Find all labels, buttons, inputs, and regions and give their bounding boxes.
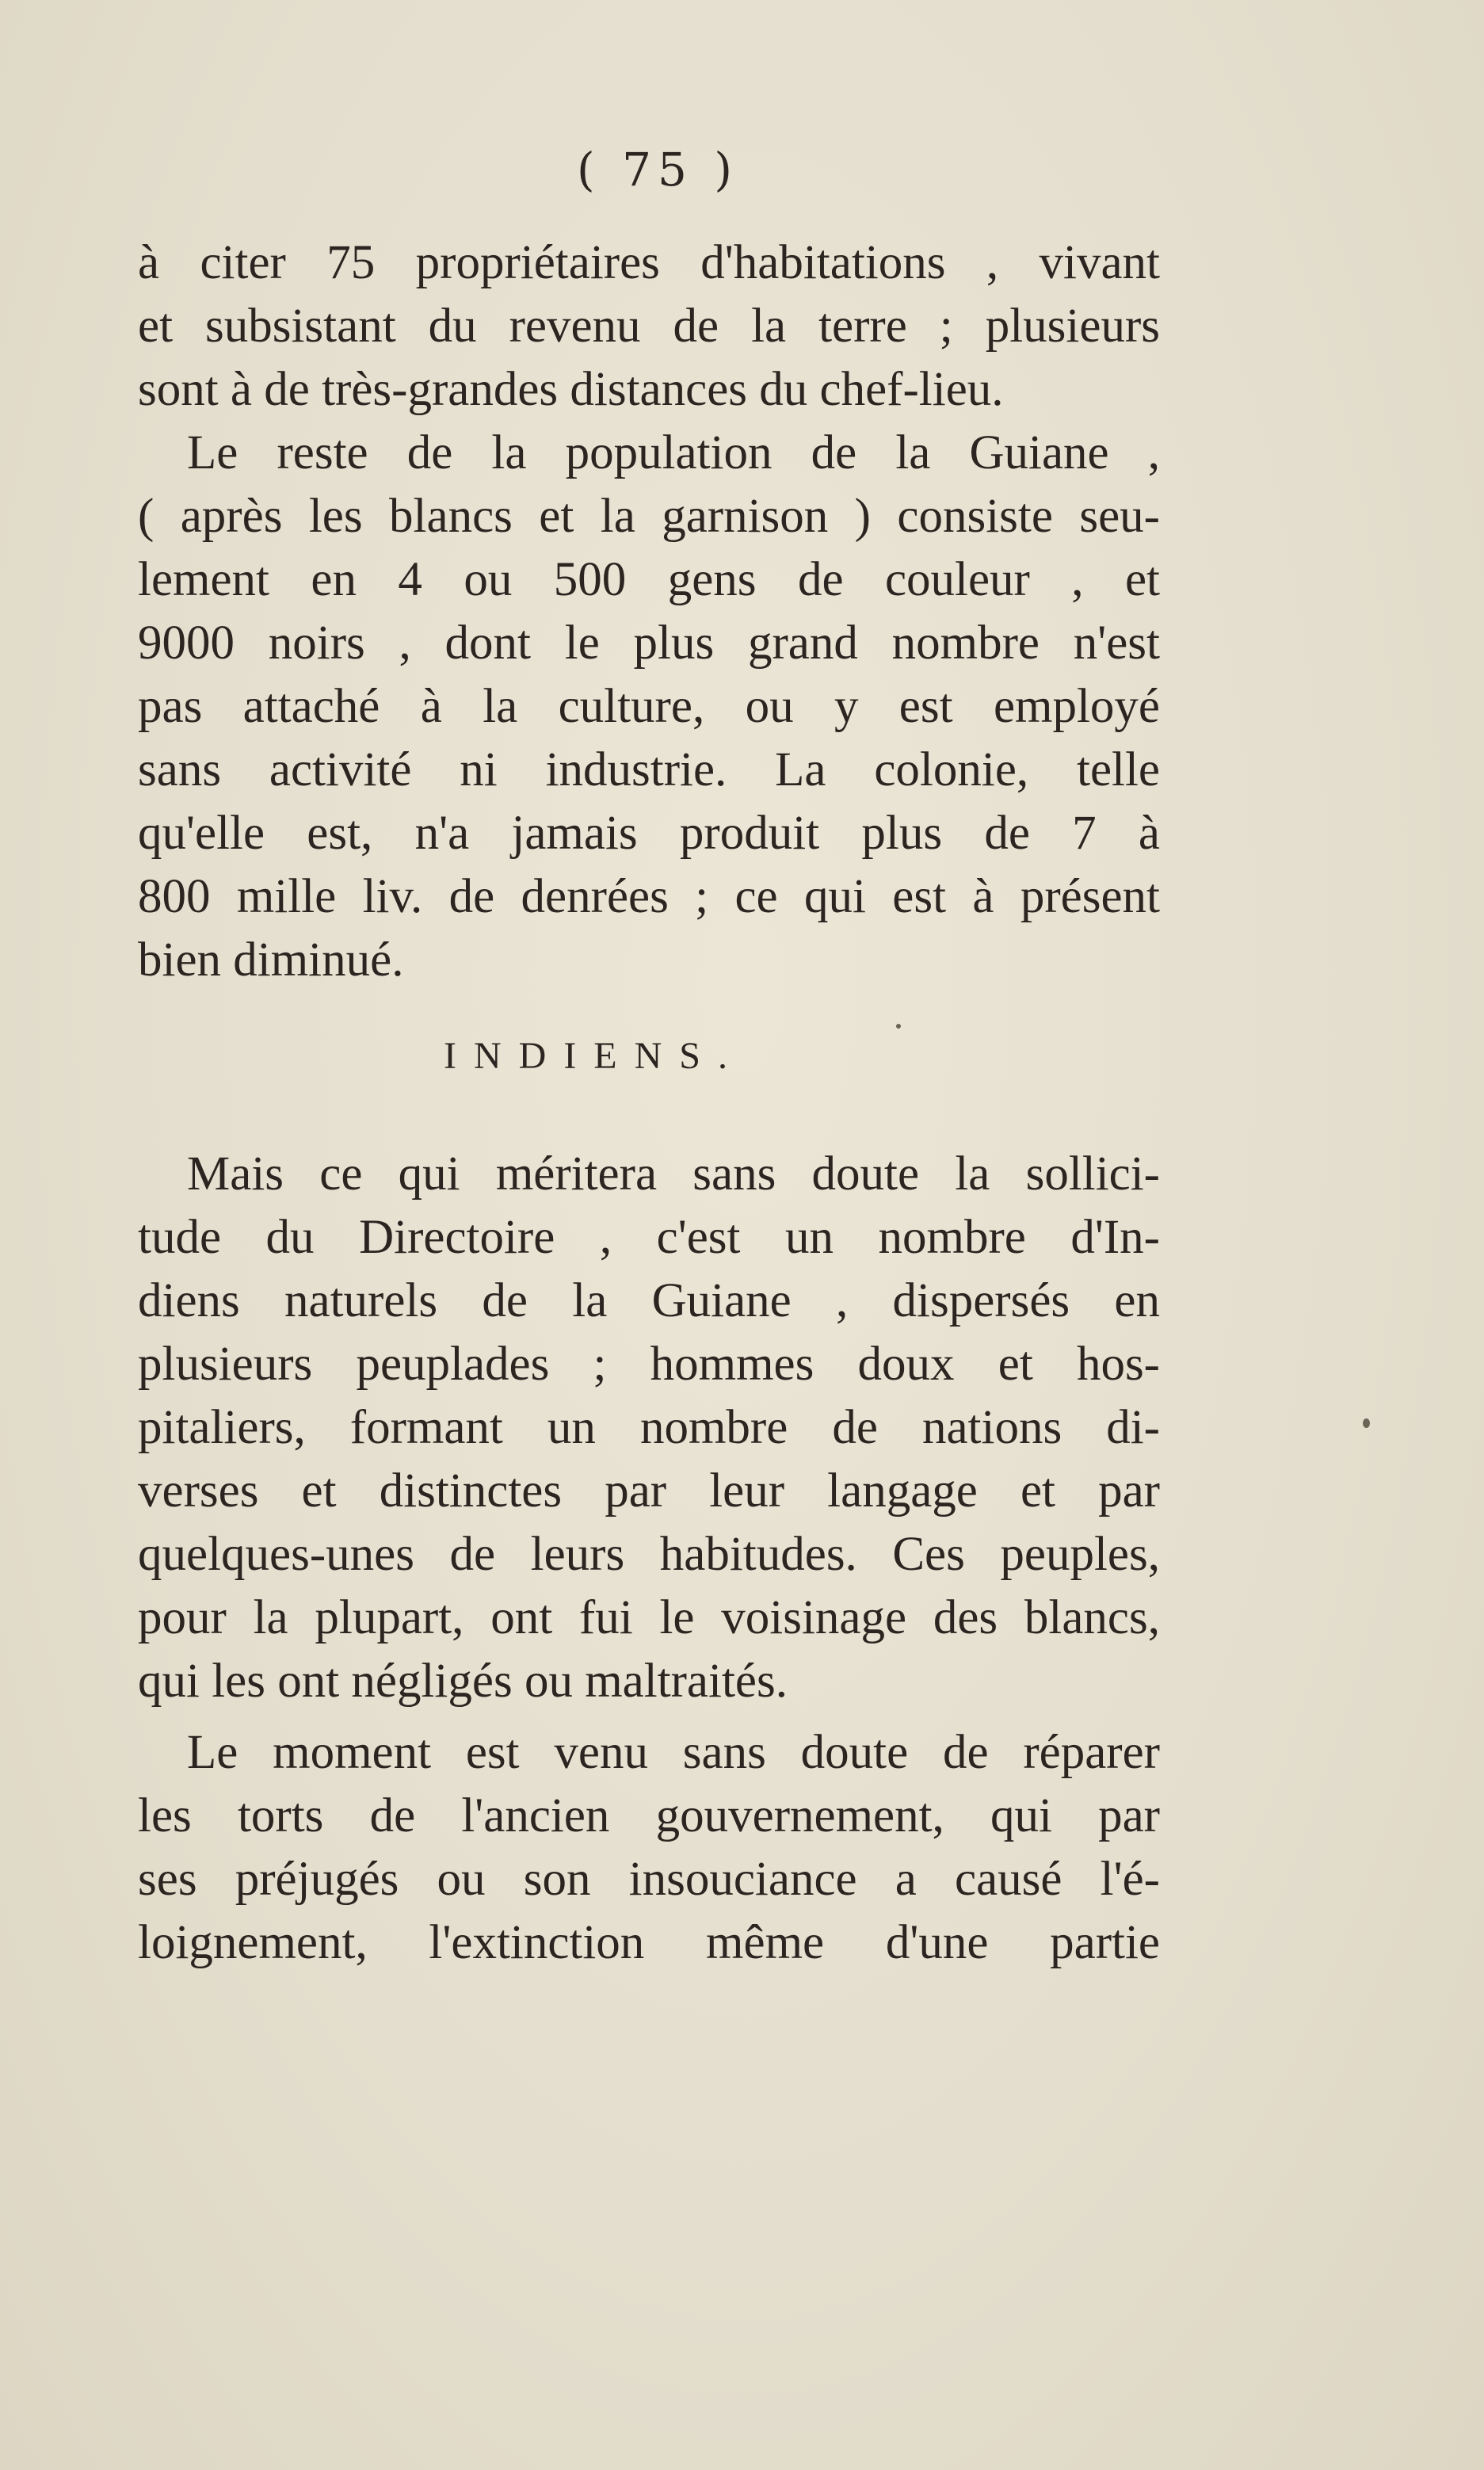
- text-line: verses et distinctes par leur langage et par: [138, 1464, 1160, 1518]
- text-line: plusieurs peuplades ; hommes doux et hos-: [138, 1338, 1160, 1391]
- text-line: pitaliers, formant un nombre de nations di-: [138, 1401, 1160, 1454]
- text-line: ( après les blancs et la garnison ) consiste seu-: [138, 490, 1160, 543]
- text-line: Le moment est venu sans doute de réparer: [187, 1726, 1160, 1779]
- text-line: et subsistant du revenu de la terre ; plusieurs: [138, 300, 1160, 353]
- text-line: bien diminué.: [138, 933, 404, 987]
- text-line: Le reste de la population de la Guiane ,: [187, 426, 1160, 479]
- paragraph-1: [138, 231, 1160, 422]
- text-line: pour la plupart, ont fui le voisinage des blancs,: [138, 1591, 1160, 1644]
- text-line: à citer 75 propriétaires d'habitations , vivant: [138, 236, 1160, 289]
- paper-speck: [1363, 1418, 1370, 1428]
- text-line: loignement, l'extinction même d'une partie: [138, 1916, 1160, 1969]
- text-line: sans activité ni industrie. La colonie, telle: [138, 743, 1160, 796]
- text-line: tude du Directoire , c'est un nombre d'In-: [138, 1211, 1160, 1264]
- paper-speck: [896, 1024, 901, 1029]
- text-line: les torts de l'ancien gouvernement, qui par: [138, 1789, 1160, 1842]
- text-line: qu'elle est, n'a jamais produit plus de 7 à: [138, 807, 1160, 860]
- text-line: qui les ont négligés ou maltraités.: [138, 1655, 788, 1708]
- text-line: pas attaché à la culture, ou y est employé: [138, 680, 1160, 733]
- paragraph-3: [138, 1143, 1160, 1713]
- text-line: sont à de très-grandes distances du chef-lieu.: [138, 363, 1004, 416]
- paragraph-4: [138, 1721, 1160, 1975]
- paragraph-2: [138, 422, 1160, 992]
- section-heading: INDIENS.: [444, 1035, 745, 1077]
- text-line: Mais ce qui méritera sans doute la sollici-: [187, 1147, 1160, 1201]
- text-line: 9000 noirs , dont le plus grand nombre n'est: [138, 617, 1160, 670]
- page-number: ( 75 ): [577, 143, 738, 197]
- text-line: lement en 4 ou 500 gens de couleur , et: [138, 553, 1160, 606]
- text-line: 800 mille liv. de denrées ; ce qui est à présent: [138, 870, 1160, 923]
- text-line: diens naturels de la Guiane , dispersés en: [138, 1274, 1160, 1327]
- text-line: quelques-unes de leurs habitudes. Ces peuples,: [138, 1528, 1160, 1581]
- text-line: ses préjugés ou son insouciance a causé l'é-: [138, 1853, 1160, 1906]
